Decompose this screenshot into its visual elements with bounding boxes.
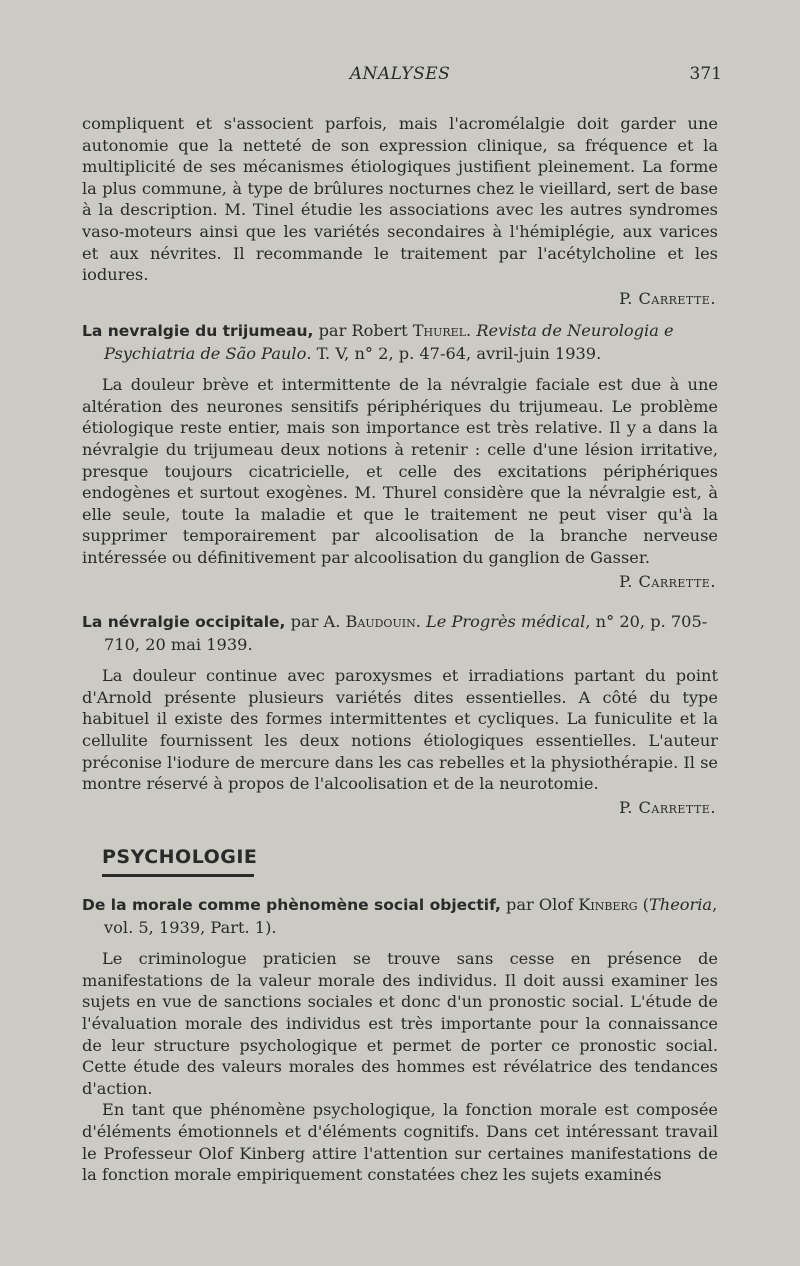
entry-by: par Robert [318,321,413,340]
entry-sep: . [415,612,426,631]
entry-sep: ( [637,895,649,914]
entry-sep: . [466,321,477,340]
entry-journal: Le Progrès médical [426,612,586,631]
review-text: Le criminologue praticien se trouve sans cesse en présence de manifestations de la valeur morale des individus. Il doit aussi examiner les sujets en vue de sanctions sociales et donc d'un pronostic social. L'étude de l'évaluation morale des individus est très importante pour la connaissance de leur structure psychologique et permet de porter ce pronostic social. Cette étude des valeurs morales des hommes est révélatrice des tendances d'action. [82,949,718,1098]
section-rule [102,874,254,877]
review-morale [82,894,718,1186]
review-signature: P. Carrette. [619,797,716,817]
page-number: 371 [689,64,722,84]
review-signature: P. Carrette. [619,571,716,591]
entry-journal: Revista de Neurologia e Psychiatria de São Paulo [104,321,674,363]
entry-title-bold: La nevralgie du trijumeau, [82,322,314,340]
review-text: La douleur brève et intermittente de la névralgie faciale est due à une altération des neurones sensitifs périphériques du trijumeau. Le problème étiologique reste entier, mais son importance est très relative. Il y a dans la névralgie du trijumeau deux notions à retenir : celle d'une lésion irritative, presque toujours cicatricielle, et celle des excitations périphériques endogènes et surtout exogènes. M. Thurel considère que la névralgie est, à elle seule, toute la maladie et que le traitement ne peut viser qu'à la supprimer temporairement par alcoolisation de la branche nerveuse intéressée ou définitivement par alcoolisation du ganglion de Gasser. [82,375,718,567]
entry-author: Baudouin [345,612,416,631]
review-text: La douleur continue avec paroxysmes et irradiations partant du point d'Arnold présente plusieurs variétés dites essentielles. A côté du type habituel il existe des formes intermittentes et cycliques. La funiculite et la cellulite fournissent les deux notions étiologiques essentielles. L'auteur préconise l'iodure de mercure dans les cas rebelles et la physiothérapie. Il se montre réservé à propos de l'alcoolisation et de la neurotomie. [82,666,718,794]
entry-title-bold: La névralgie occipitale, [82,613,286,631]
entry-ref: . T. V, n° 2, p. 47-64, avril-juin 1939. [306,343,602,363]
section-heading: PSYCHOLOGIE [102,846,258,868]
review-text: En tant que phénomène psychologique, la fonction morale est composée d'éléments émotionnels et d'éléments cognitifs. Dans cet intéressant travail le Professeur Olof Kinberg attire l'attention sur certaines manifestations de la fonction morale empiriquement constatées chez les sujets examinés [82,1100,718,1185]
review-trijumeau [82,320,718,592]
review-text: compliquent et s'associent parfois, mais l'acromélalgie doit garder une autonomie que la netteté de son expression clinique, sa fréquence et la multiplicité de ses mécanismes étiologiques justifient pleinement. La forme la plus commune, à type de brûlures nocturnes chez le vieillard, sert de base à la description. M. Tinel étudie les associations avec les autres syndromes vaso-moteurs ainsi que les variétés secondaires à l'hémiplégie, aux varices et aux névrites. Il recommande le traitement par l'acétylcholine et les iodures. [82,114,718,285]
entry-title [82,894,718,938]
page-header [0,64,800,88]
entry-author: Thurel [412,321,467,340]
review-continuation [82,113,718,309]
entry-ref: , vol. 5, 1939, Part. 1). [104,895,718,937]
review-signature: P. Carrette. [619,288,716,308]
entry-title-bold: De la morale comme phènomène social objectif, [82,896,501,914]
review-occipitale [82,611,718,818]
running-title: ANALYSES [349,64,451,84]
entry-title [82,611,718,655]
entry-author: Kinberg [578,895,638,914]
entry-by: par Olof [506,895,579,914]
entry-title [82,320,718,364]
entry-journal: Theoria [648,895,713,914]
entry-ref: , n° 20, p. 705-710, 20 mai 1939. [104,612,708,654]
entry-by: par A. [290,612,346,631]
